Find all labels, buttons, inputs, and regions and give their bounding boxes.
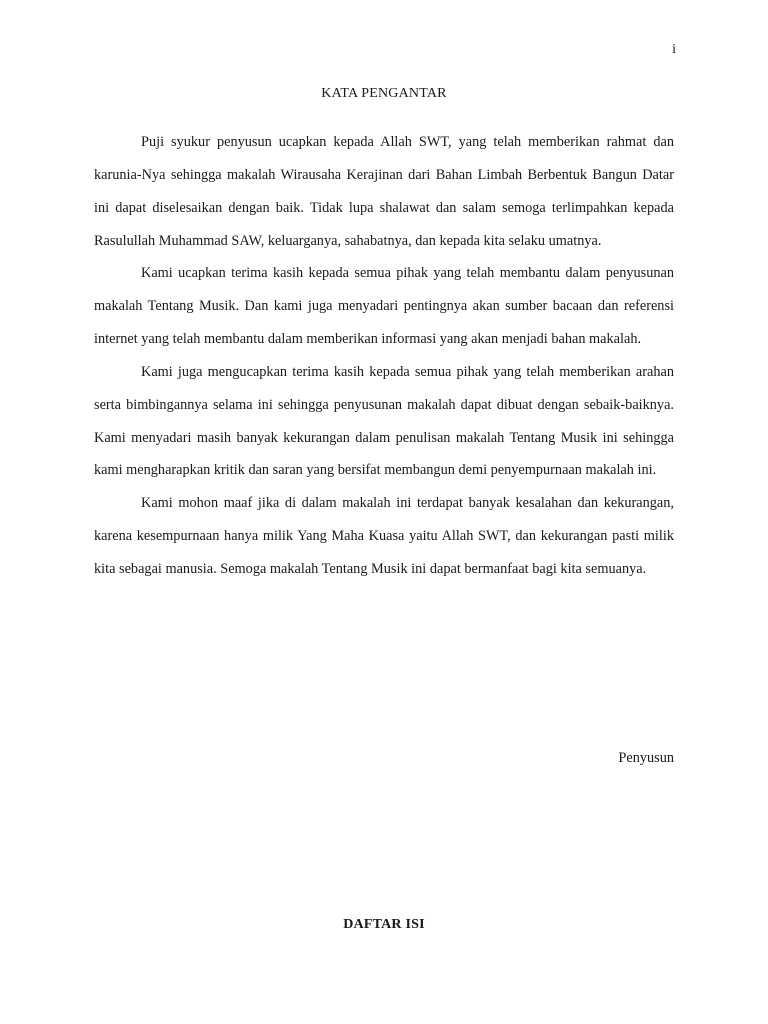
next-section-heading: DAFTAR ISI [343, 917, 425, 932]
page-title: KATA PENGANTAR [321, 86, 447, 101]
paragraph-1: Puji syukur penyusun ucapkan kepada Allah SWT, yang telah memberikan rahmat dan karunia-Nya sehingga makalah Wirausaha Kerajinan dari Bahan Limbah Berbentuk Bangun Datar ini dapat diselesaikan dengan baik. Tidak lupa shalawat dan salam semoga terlimpahkan kepada Rasulullah Muhammad SAW, keluarganya, sahabatnya, dan kepada kita selaku umatnya. [94, 134, 674, 249]
signature: Penyusun [618, 750, 674, 766]
page-number: i [672, 42, 676, 57]
paragraph-2: Kami ucapkan terima kasih kepada semua pihak yang telah membantu dalam penyusunan makalah Tentang Musik. Dan kami juga menyadari pentingnya akan sumber bacaan dan referensi internet yang telah membantu dalam memberikan informasi yang akan menjadi bahan makalah. [94, 265, 674, 348]
paragraph-3: Kami juga mengucapkan terima kasih kepada semua pihak yang telah memberikan arahan serta bimbingannya selama ini sehingga penyusunan makalah dapat dibuat dengan sebaik-baiknya. Kami menyadari masih banyak kekurangan dalam penulisan makalah Tentang Musik ini sehingga kami mengharapkan kritik dan saran yang bersifat membangun demi penyempurnaan makalah ini. [94, 363, 674, 479]
paragraph-4: Kami mohon maaf jika di dalam makalah ini terdapat banyak kesalahan dan kekurangan, karena kesempurnaan hanya milik Yang Maha Kuasa yaitu Allah SWT, dan kekurangan pasti milik kita sebagai manusia. Semoga makalah Tentang Musik ini dapat bermanfaat bagi kita semuanya. [94, 495, 674, 577]
body-text [94, 126, 674, 586]
